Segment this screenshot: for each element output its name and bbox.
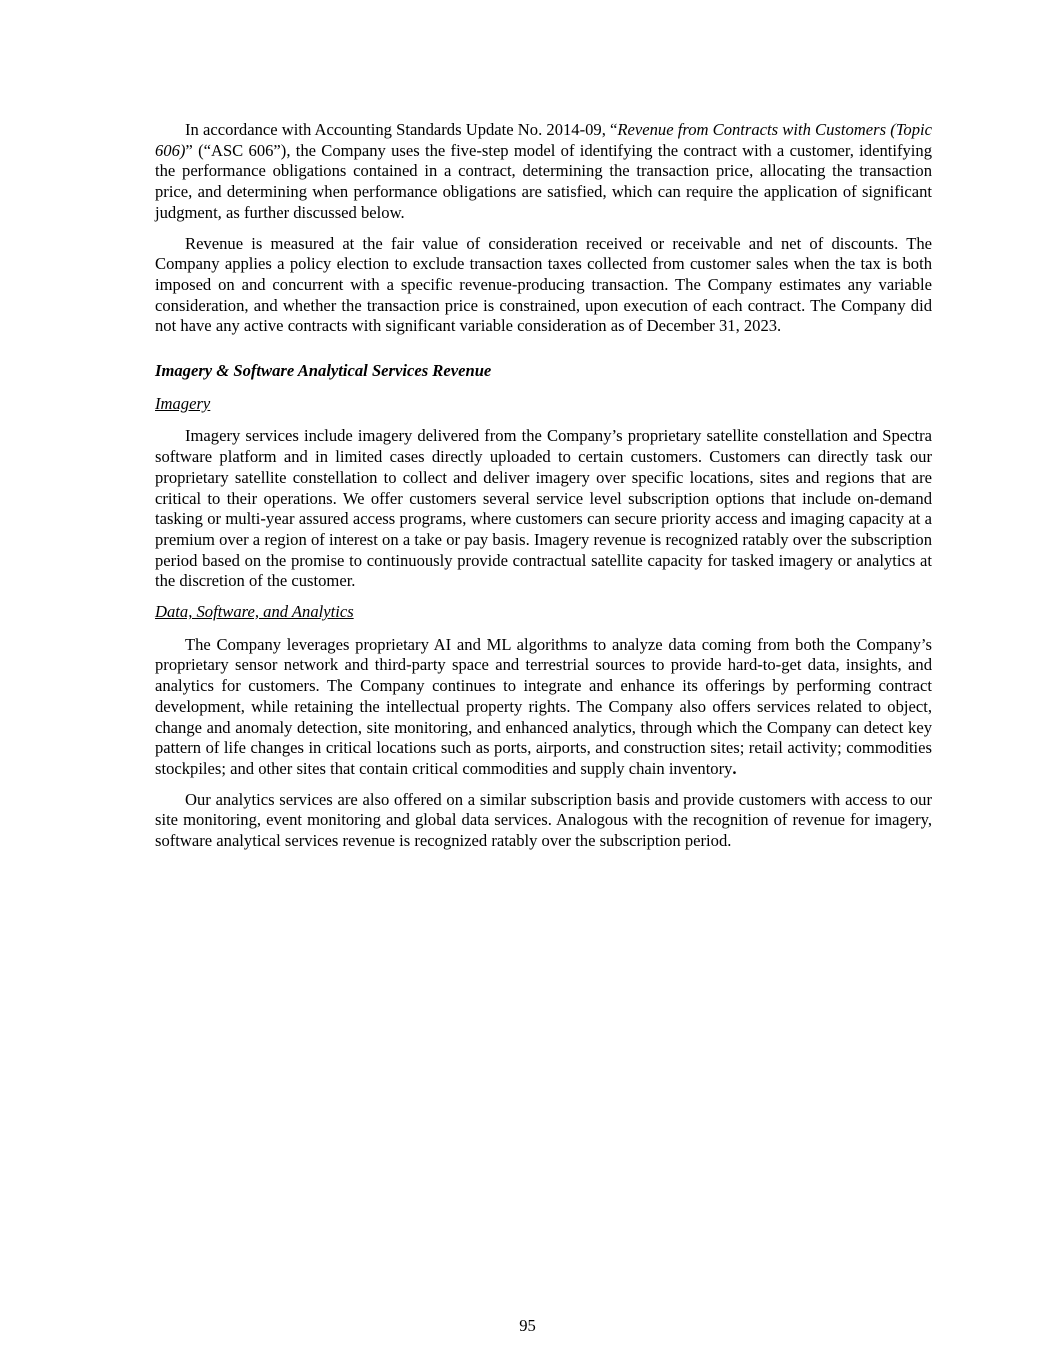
paragraph-analytics-subscription: Our analytics services are also offered on a similar subscription basis and provide customers with access to our site monitoring, event monitoring and global data services. Analogous with the recognition of revenue for imagery, software analytical services revenue is recognized ratably over the subscription period. [155, 789, 932, 851]
paragraph-asc606-lead: In accordance with Accounting Standards Update No. 2014-09, “ [185, 120, 618, 139]
paragraph-asc606-citation: Revenue from Contracts with Customers (Topic 606) [155, 120, 932, 160]
paragraph-revenue-measurement: Revenue is measured at the fair value of consideration received or receivable and net of discounts. The Company applies a policy election to exclude transaction taxes collected from customer sales when the tax is both imposed on and concurrent with a specific revenue-producing transaction. The Company estimates any variable consideration, and whether the transaction price is constrained, upon execution of each contract. The Company did not have any active contracts with significant variable consideration as of December 31, 2023. [155, 233, 932, 336]
heading-imagery-software-revenue: Imagery & Software Analytical Services Revenue [155, 361, 492, 381]
paragraph-imagery-services: Imagery services include imagery delivered from the Company’s proprietary satellite constellation and Spectra software platform and in limited cases directly uploaded to certain customers. Customers can directly task our proprietary satellite constellation to collect and deliver imagery over specific locations, sites and regions that are critical to their operations. We offer customers several service level subscription options that include on-demand tasking or multi-year assured access programs, where customers can secure priority access and imaging capacity at a premium over a region of interest on a take or pay basis. Imagery revenue is recognized ratably over the subscription period based on the promise to continuously provide contractual satellite capacity for tasked imagery or analytics at the discretion of the customer. [155, 426, 932, 591]
page-number: 95 [519, 1316, 536, 1335]
subheading-data-software-analytics: Data, Software, and Analytics [155, 602, 354, 622]
paragraph-data-software-analytics [155, 635, 932, 780]
subheading-imagery: Imagery [155, 393, 211, 413]
paragraph-asc606-body: ” (“ASC 606”), the Company uses the five-step model of identifying the contract with a customer, identifying the performance obligations contained in a contract, determining the transaction price, allocating the transaction price, and determining when performance obligations are satisfied, which can require the application of significant judgment, as further discussed below. [155, 140, 932, 222]
document-text-block [155, 120, 932, 862]
paragraph-data-software-period: . [732, 758, 737, 778]
paragraph-asc606 [155, 120, 932, 224]
paragraph-data-software-body: The Company leverages proprietary AI and ML algorithms to analyze data coming from both the Company’s proprietary sensor network and third-party space and terrestrial sources to provide hard-to-get data, insights, and analytics for customers. The Company continues to integrate and enhance its offerings by performing contract development, while retaining the intellectual property rights. The Company also offers services related to object, change and anomaly detection, site monitoring, and enhanced analytics, through which the Company can detect key pattern of life changes in critical locations such as ports, airports, and construction sites; retail activity; commodities stockpiles; and other sites that contain critical commodities and supply chain inventory [155, 634, 932, 778]
